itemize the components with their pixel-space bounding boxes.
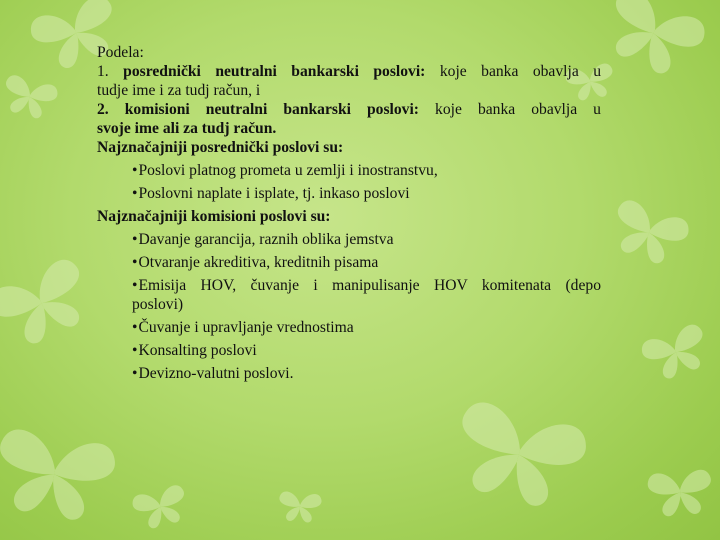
list-item-text: Poslovni naplate i isplate, tj. inkaso poslovi [138, 185, 410, 202]
list-item [97, 230, 601, 249]
butterfly-icon [647, 469, 714, 518]
list-item [97, 253, 601, 272]
butterfly-icon [0, 73, 59, 122]
intro-line: Podela: [97, 44, 144, 61]
list-item [97, 184, 601, 203]
point-2-number: 2. [97, 101, 109, 118]
list-item-text: Davanje garancija, raznih oblika jemstva [138, 231, 394, 248]
butterfly-icon [446, 398, 591, 515]
bullet-icon: • [132, 277, 138, 294]
butterfly-icon [0, 255, 99, 354]
point-2-line-2: svoje ime ali za tudj račun. [97, 120, 277, 137]
list-item [97, 276, 601, 295]
list-item [97, 364, 601, 383]
bullet-icon: • [132, 342, 138, 359]
butterfly-icon [639, 322, 713, 385]
list-item-continuation: poslovi) [132, 296, 184, 313]
list-item-text: Čuvanje i upravljanje vrednostima [138, 319, 354, 336]
point-2-term: komisioni neutralni bankarski poslovi: [124, 101, 419, 118]
point-1-desc: koje banka obavlja u [439, 63, 601, 80]
bullet-icon: • [132, 319, 138, 336]
posrednicki-heading: Najznačajniji posrednički poslovi su: [97, 139, 344, 156]
bullet-icon: • [132, 254, 138, 271]
point-2-desc: koje banka obavlja u [435, 101, 601, 118]
point-1-line-2: tudje ime i za tudj račun, i [97, 82, 261, 99]
point-1-term: posrednički neutralni bankarski poslovi: [123, 63, 426, 80]
slide-body [97, 43, 601, 383]
butterfly-icon [0, 427, 118, 526]
komisioni-heading: Najznačajniji komisioni poslovi su: [97, 208, 331, 225]
point-1-number: 1. [97, 63, 109, 80]
list-item [97, 161, 601, 180]
list-item-text: Otvaranje akreditiva, kreditnih pisama [138, 254, 379, 271]
list-item [97, 341, 601, 360]
bullet-icon: • [132, 231, 138, 248]
list-item-text: Konsalting poslovi [138, 342, 257, 359]
butterfly-icon [131, 483, 191, 532]
butterfly-icon [277, 491, 322, 524]
butterfly-icon [596, 0, 710, 84]
list-item [97, 318, 601, 337]
point-1-line-1 [97, 62, 601, 81]
list-item-text: Emisija HOV, čuvanje i manipulisanje HOV komitenata (depo [138, 277, 601, 294]
bullet-icon: • [132, 185, 138, 202]
bullet-icon: • [132, 365, 138, 382]
list-item-text: Devizno-valutni poslovi. [138, 365, 294, 382]
list-item-text: Poslovi platnog prometa u zemlji i inostranstvu, [138, 162, 438, 179]
point-2-line-1 [97, 100, 601, 119]
butterfly-icon [605, 197, 692, 270]
bullet-icon: • [132, 162, 138, 179]
